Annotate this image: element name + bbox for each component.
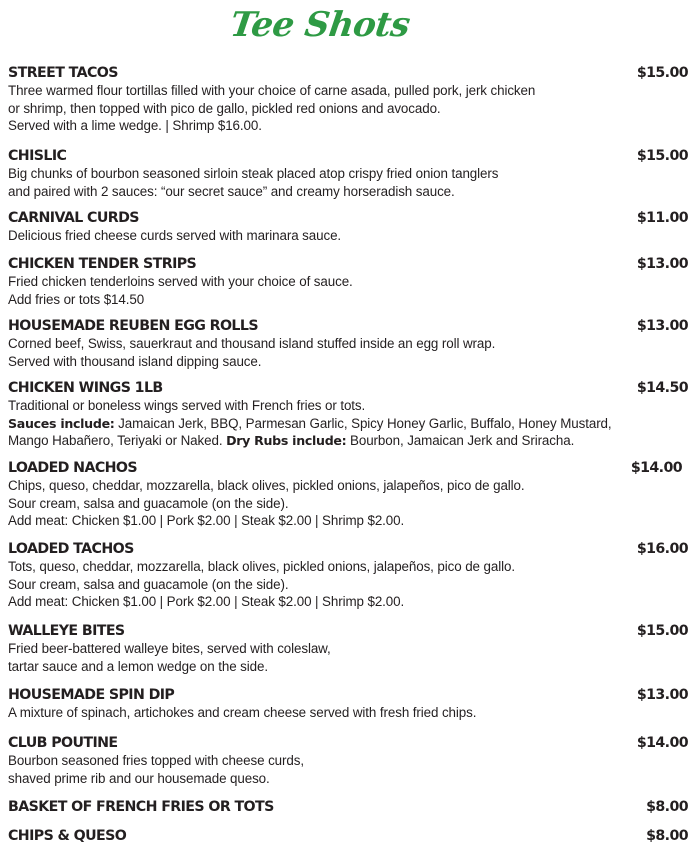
item-description-line: A mixture of spinach, artichokes and cream cheese served with fresh fried chips.	[8, 705, 477, 720]
item-description-line: Chips, queso, cheddar, mozzarella, black olives, pickled onions, jalapeños, pico de gallo.	[8, 478, 525, 493]
item-name: BASKET OF FRENCH FRIES OR TOTS	[8, 799, 274, 815]
sauces-text: Jamaican Jerk, BBQ, Parmesan Garlic, Spicy Honey Garlic, Buffalo, Honey Mustard,	[114, 415, 612, 431]
item-description-line: Add meat: Chicken $1.00 | Pork $2.00 | Steak $2.00 | Shrimp $2.00.	[8, 594, 405, 609]
item-name: LOADED NACHOS	[8, 460, 137, 476]
item-description-line: Add fries or tots $14.50	[8, 291, 145, 307]
item-name: CHISLIC	[8, 148, 67, 164]
item-price: $15.00	[636, 623, 688, 639]
item-description-line: Big chunks of bourbon seasoned sirloin steak placed atop crispy fried onion tanglers	[8, 166, 499, 181]
item-description-line: Tots, queso, cheddar, mozzarella, black olives, pickled onions, jalapeños, pico de gallo.	[8, 559, 515, 574]
item-price: $14.00	[636, 735, 688, 751]
menu-item-chicken-tender-strips	[8, 255, 688, 308]
item-name: CHICKEN WINGS 1LB	[8, 380, 163, 396]
menu-item-reuben-egg-rolls	[8, 317, 688, 370]
item-sauces-line	[8, 415, 688, 433]
section-title: Tee Shots	[227, 5, 413, 45]
item-description-line: Fried beer-battered walleye bites, served with coleslaw,	[8, 641, 331, 656]
item-price: $8.00	[646, 799, 688, 815]
rubs-text: Bourbon, Jamaican Jerk and Sriracha.	[346, 433, 575, 448]
item-description-line: Traditional or boneless wings served with French fries or tots.	[8, 398, 366, 413]
rubs-label: Dry Rubs include:	[226, 433, 347, 448]
item-description-line: Add meat: Chicken $1.00 | Pork $2.00 | Steak $2.00 | Shrimp $2.00.	[8, 513, 405, 528]
menu-item-walleye-bites	[8, 622, 688, 675]
item-name: CHICKEN TENDER STRIPS	[8, 256, 197, 272]
item-description-line: and paired with 2 sauces: “our secret sauce” and creamy horseradish sauce.	[8, 183, 455, 199]
item-description-line: Corned beef, Swiss, sauerkraut and thousand island stuffed inside an egg roll wrap.	[8, 336, 496, 351]
item-name: CHIPS & QUESO	[8, 828, 127, 844]
item-description-line: Sour cream, salsa and guacamole (on the side).	[8, 576, 289, 592]
item-description-line: shaved prime rib and our housemade queso.	[8, 770, 270, 786]
item-description-line: Served with a lime wedge. | Shrimp $16.00.	[8, 118, 262, 133]
item-name: CARNIVAL CURDS	[8, 210, 139, 226]
item-description-line: Served with thousand island dipping sauce.	[8, 353, 262, 369]
menu-item-chislic	[8, 147, 688, 200]
menu-item-chips-queso	[8, 827, 688, 845]
item-description-line: Bourbon seasoned fries topped with cheese curds,	[8, 753, 304, 768]
item-price: $8.00	[646, 828, 688, 844]
menu-item-spin-dip	[8, 686, 688, 722]
item-name: STREET TACOS	[8, 65, 118, 81]
item-name: CLUB POUTINE	[8, 735, 118, 751]
menu-item-basket-fries-tots	[8, 798, 688, 816]
item-rubs-line	[8, 432, 688, 450]
item-price: $13.00	[636, 318, 688, 334]
sauces-label: Sauces include:	[8, 415, 115, 431]
item-name: WALLEYE BITES	[8, 623, 125, 639]
item-description-line: tartar sauce and a lemon wedge on the side.	[8, 658, 268, 674]
item-description-line: Three warmed flour tortillas filled with your choice of carne asada, pulled pork, jerk chicken	[8, 83, 536, 98]
item-price: $13.00	[636, 256, 688, 272]
item-description-line: Sour cream, salsa and guacamole (on the side).	[8, 495, 289, 511]
menu-item-loaded-tachos	[8, 540, 688, 611]
item-price: $11.00	[636, 210, 688, 226]
menu-item-chicken-wings	[8, 379, 688, 450]
menu-item-loaded-nachos	[8, 459, 688, 530]
item-price: $15.00	[636, 148, 688, 164]
item-name: HOUSEMADE SPIN DIP	[8, 687, 175, 703]
item-description-line: Fried chicken tenderloins served with your choice of sauce.	[8, 274, 353, 289]
menu-item-carnival-curds	[8, 209, 688, 245]
item-description-line: Delicious fried cheese curds served with marinara sauce.	[8, 228, 342, 243]
menu-item-club-poutine	[8, 734, 688, 787]
item-price: $16.00	[636, 541, 688, 557]
item-price: $14.50	[636, 380, 688, 396]
item-name: LOADED TACHOS	[8, 541, 134, 557]
item-price: $13.00	[636, 687, 688, 703]
menu-item-street-tacos	[8, 64, 688, 135]
sauces-text-cont: Mango Habañero, Teriyaki or Naked.	[8, 433, 227, 448]
item-description-line: or shrimp, then topped with pico de gallo, pickled red onions and avocado.	[8, 100, 441, 116]
item-price: $14.00	[630, 460, 682, 476]
item-price: $15.00	[636, 65, 688, 81]
item-name: HOUSEMADE REUBEN EGG ROLLS	[8, 318, 258, 334]
